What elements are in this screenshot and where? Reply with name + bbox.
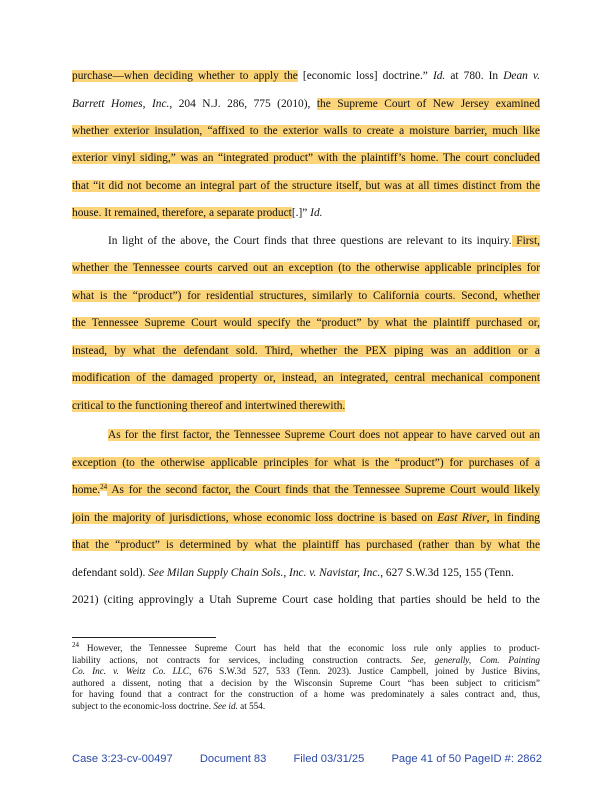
text-line bbox=[72, 510, 540, 526]
footnote-segment: , 676 S.W.3d 527, 533 (Tenn. 2023). Justice Campbell, joined by Justice Bivins, bbox=[188, 666, 540, 677]
text-segment: First, bbox=[511, 235, 540, 247]
text-segment: the Tennessee Supreme Court would specify the “product” by what the plaintiff purchased or, bbox=[72, 317, 540, 329]
text-segment: Barrett Homes, Inc. bbox=[72, 98, 170, 110]
text-segment: , 627 S.W.3d 125, 155 (Tenn. bbox=[380, 567, 514, 579]
text-line bbox=[72, 178, 540, 194]
text-line bbox=[72, 455, 540, 471]
text-line bbox=[72, 150, 540, 166]
text-segment: instead, by what the defendant sold. Third, whether the PEX piping was an addition or a bbox=[72, 345, 540, 357]
text-segment: In light of the above, the Court finds that three questions are relevant to its inquiry. bbox=[108, 235, 512, 247]
text-segment: As for the first factor, the Tennessee Supreme Court does not appear to have carved out an bbox=[108, 429, 540, 441]
text-line bbox=[72, 482, 540, 498]
footnote-segment: authored a dissent, noting that a decision by the Wisconsin Supreme Court “has been subject to criticism” bbox=[72, 677, 540, 688]
text-segment: the Supreme Court of New Jersey examined bbox=[316, 98, 540, 110]
text-line bbox=[108, 233, 540, 249]
text-line bbox=[72, 260, 540, 276]
text-segment: East River bbox=[437, 512, 487, 524]
text-segment: Id. bbox=[432, 70, 446, 82]
footnote-segment: at 554. bbox=[237, 700, 266, 711]
text-line bbox=[72, 288, 540, 304]
text-line bbox=[72, 123, 540, 139]
text-line bbox=[72, 537, 540, 553]
footer-page-info: Page 41 of 50 PageID #: 2862 bbox=[391, 753, 542, 765]
text-segment: whether exterior insulation, “affixed to the exterior walls to create a moisture barrier, much like bbox=[72, 125, 540, 137]
footer-case-number: Case 3:23-cv-00497 bbox=[72, 753, 173, 765]
text-segment: at 780. In bbox=[445, 70, 504, 82]
footnote-line bbox=[72, 655, 540, 667]
text-segment: modification of the damaged property or, instead, an integrated, central mechanical component bbox=[72, 372, 540, 384]
footnote-segment: 24 bbox=[72, 641, 79, 649]
text-line bbox=[72, 565, 540, 581]
text-line bbox=[72, 592, 540, 608]
text-segment: , in finding bbox=[486, 512, 541, 524]
footnote-segment: See, generally, Com. Painting bbox=[410, 654, 540, 665]
text-segment: As for the second factor, the Court finds that the Tennessee Supreme Court would likely bbox=[107, 484, 540, 496]
footnote-line bbox=[72, 666, 540, 678]
footer-document-number: Document 83 bbox=[199, 753, 267, 765]
text-line bbox=[108, 427, 540, 443]
footnote-line bbox=[72, 678, 540, 690]
text-segment: exception (to the otherwise applicable principles for what is the “product”) for purchases of a bbox=[72, 457, 540, 469]
text-segment: house. It remained, therefore, a separate product bbox=[72, 207, 292, 219]
footnote-line bbox=[72, 689, 540, 701]
text-segment: join the majority of jurisdictions, whose economic loss doctrine is based on bbox=[72, 512, 438, 524]
text-segment: that the “product” is determined by what the plaintiff has purchased (rather than by what the bbox=[72, 539, 540, 551]
text-segment: what is the “product”) for residential structures, similarly to California courts. Second, whether bbox=[72, 290, 540, 302]
text-segment: 24 bbox=[100, 483, 108, 491]
footnote-segment: See id. bbox=[213, 700, 238, 711]
text-segment: [economic loss] doctrine.” bbox=[297, 70, 433, 82]
footnote-segment: Co. Inc. v. Weitz Co. LLC bbox=[72, 666, 189, 677]
text-line bbox=[72, 343, 540, 359]
text-segment: defendant sold). bbox=[72, 567, 149, 579]
text-segment: home. bbox=[72, 484, 101, 496]
text-line bbox=[72, 315, 540, 331]
text-line bbox=[72, 370, 540, 386]
text-segment: , 204 N.J. 286, 775 (2010), bbox=[169, 98, 317, 110]
text-segment: critical to the functioning thereof and intertwined therewith. bbox=[72, 400, 346, 412]
footnote-segment: for having found that a contract for the construction of a home was predominately a sales contract and, thus, bbox=[72, 689, 540, 700]
text-segment: that “it did not become an integral part of the structure itself, but was at all times distinct from the bbox=[72, 180, 540, 192]
text-segment: Dean v. bbox=[503, 70, 540, 82]
footnote-separator bbox=[72, 637, 216, 638]
text-line bbox=[72, 398, 540, 414]
footnote-line bbox=[72, 643, 540, 655]
text-line bbox=[72, 205, 540, 221]
footnote-24 bbox=[72, 643, 540, 713]
text-segment: Id. bbox=[310, 207, 323, 219]
text-segment: See Milan Supply Chain Sols., Inc. v. Navistar, Inc. bbox=[148, 567, 381, 579]
text-segment: purchase—when deciding whether to apply the bbox=[72, 70, 298, 82]
page-footer bbox=[72, 753, 542, 765]
text-line bbox=[72, 68, 540, 84]
footnote-segment: liability actions, not contracts for services, including construction contracts. bbox=[72, 654, 411, 665]
footnote-segment: However, the Tennessee Supreme Court has held that the economic loss rule only applies to product- bbox=[79, 643, 540, 653]
footer-filed-date: Filed 03/31/25 bbox=[293, 753, 365, 765]
footnote-segment: subject to the economic-loss doctrine. bbox=[72, 700, 214, 711]
text-segment: 2021) (citing approvingly a Utah Supreme Court case holding that parties should be held to the bbox=[72, 594, 540, 606]
footnote-line bbox=[72, 701, 540, 713]
text-segment: exterior vinyl siding,” was an “integrated product” with the plaintiff’s home. The court concluded bbox=[72, 152, 540, 164]
text-segment: [.]” bbox=[291, 207, 311, 219]
text-segment: whether the Tennessee courts carved out an exception (to the otherwise applicable principles for bbox=[72, 262, 540, 274]
text-line bbox=[72, 96, 540, 112]
